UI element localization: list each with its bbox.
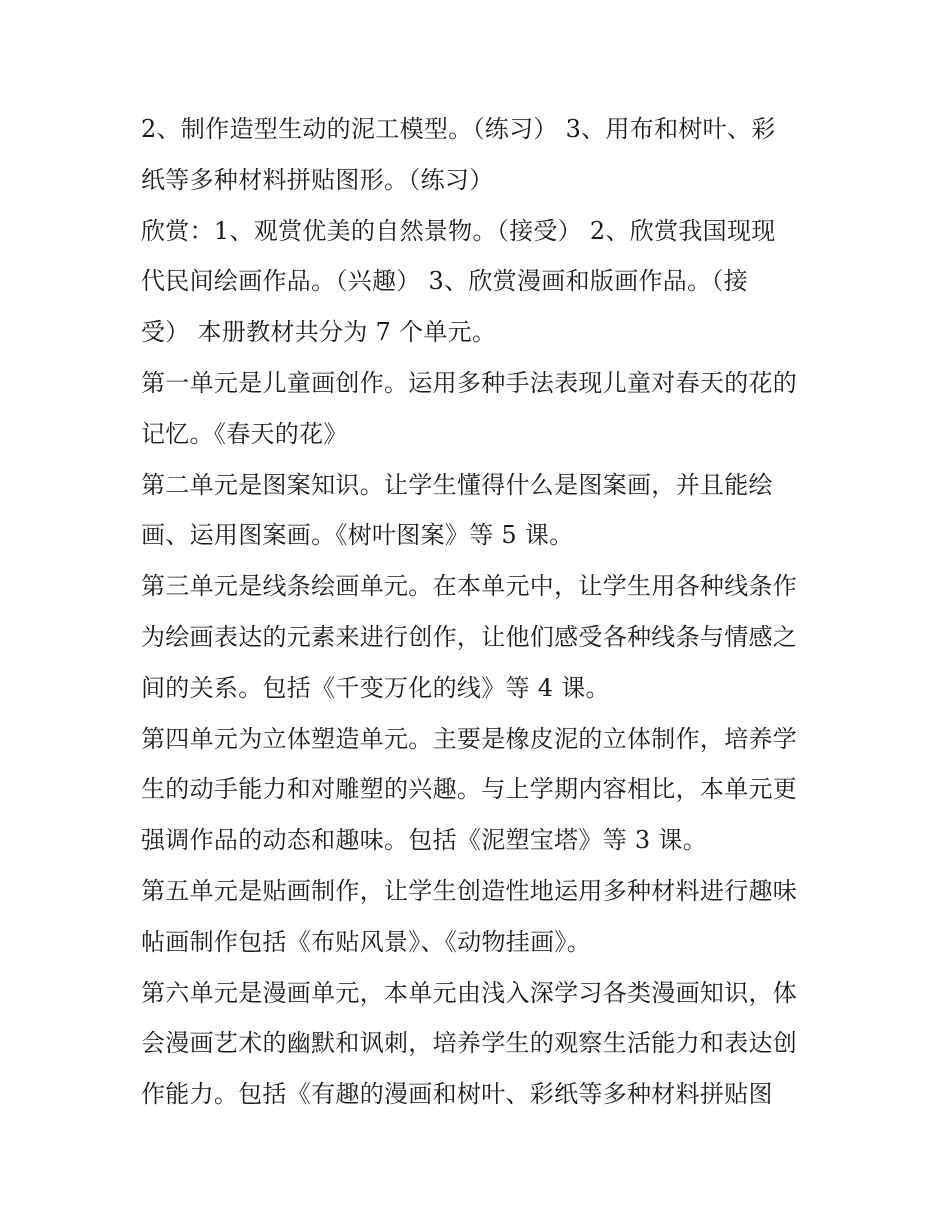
text-line: 欣赏：1、观赏优美的自然景物。（接受） 2、欣赏我国现现 — [141, 216, 776, 245]
text-line: 记忆。《春天的花》 — [141, 419, 348, 448]
text-line: 第二单元是图案知识。让学生懂得什么是图案画，并且能绘 — [141, 470, 773, 499]
text-line: 画、运用图案画。《树叶图案》等 5 课。 — [141, 521, 574, 550]
text-line: 第五单元是贴画制作，让学生创造性地运用多种材料进行趣味 — [141, 876, 798, 905]
text-line: 第六单元是漫画单元，本单元由浅入深学习各类漫画知识，体 — [141, 978, 798, 1007]
text-line: 2、制作造型生动的泥工模型。（练习） 3、用布和树叶、彩 — [141, 115, 776, 143]
text-line: 强调作品的动态和趣味。包括《泥塑宝塔》等 3 课。 — [141, 826, 708, 855]
text-line: 作能力。包括《有趣的漫画和树叶、彩纸等多种材料拼贴图 — [141, 1080, 773, 1109]
text-line: 第三单元是线条绘画单元。在本单元中，让学生用各种线条作 — [141, 572, 798, 601]
text-line: 为绘画表达的元素来进行创作，让他们感受各种线条与情感之 — [141, 622, 798, 651]
text-line: 生的动手能力和对雕塑的兴趣。与上学期内容相比，本单元更 — [141, 775, 798, 804]
text-line: 会漫画艺术的幽默和讽刺，培养学生的观察生活能力和表达创 — [141, 1029, 798, 1058]
text-line: 间的关系。包括《千变万化的线》等 4 课。 — [141, 673, 610, 702]
document-body — [141, 104, 821, 1120]
text-line: 受） 本册教材共分为 7 个单元。 — [141, 318, 497, 347]
text-line: 第四单元为立体塑造单元。主要是橡皮泥的立体制作，培养学 — [141, 724, 798, 753]
text-line: 第一单元是儿童画创作。运用多种手法表现儿童对春天的花的 — [141, 368, 798, 397]
text-line: 代民间绘画作品。（兴趣） 3、欣赏漫画和版画作品。（接 — [141, 267, 748, 296]
text-line: 纸等多种材料拼贴图形。（练习） — [141, 165, 494, 194]
text-line: 帖画制作包括《布贴风景》、《动物挂画》。 — [141, 927, 591, 956]
